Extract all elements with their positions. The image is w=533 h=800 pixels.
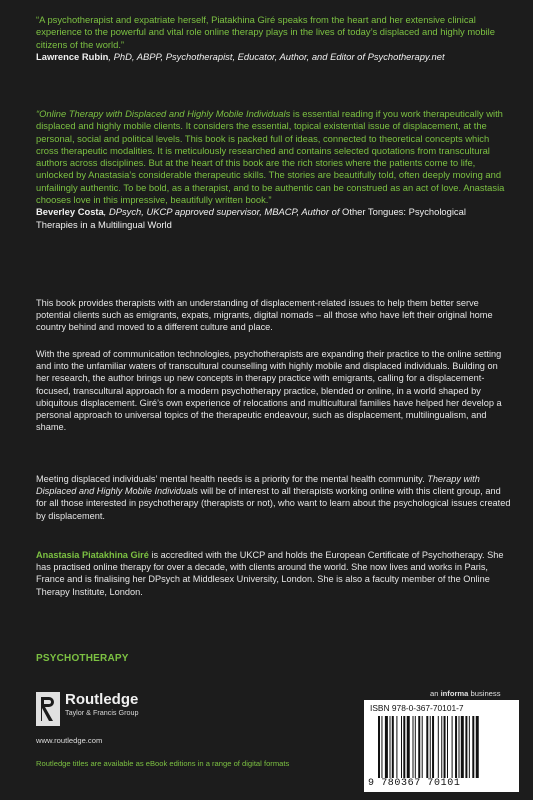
testimonial-text xyxy=(36,108,506,206)
bio-paragraph xyxy=(36,549,511,598)
testimonial-text: “A psychotherapist and expatriate herself, Piatakhina Giré speaks from the heart and her extensive clinical experience to the powerful and vital role online therapy plays in the lives of today’s displaced and highly mobile citizens of the world.” xyxy=(36,14,495,50)
publisher-sub: Taylor & Francis Group xyxy=(65,708,139,717)
author-name: Anastasia Piatakhina Giré xyxy=(36,550,149,560)
description-paragraph: This book provides therapists with an understanding of displacement-related issues to help them better serve potential clients such as emigrants, expats, migrants, digital nomads – all those who have left their original home country behind and moved to a different culture and place. xyxy=(36,298,493,333)
routledge-logo xyxy=(36,692,139,726)
publisher-name: Routledge xyxy=(65,691,139,708)
book-title-italic: “Online Therapy with Displaced and Highly Mobile Individuals xyxy=(36,108,291,119)
description-p2 xyxy=(36,348,511,433)
author-bio xyxy=(36,549,511,598)
publisher-url: www.routledge.com xyxy=(36,736,103,745)
informa-business-tag xyxy=(430,689,501,698)
barcode-bars-icon xyxy=(378,716,510,778)
barcode-digits: 9 780367 70101 xyxy=(368,778,461,789)
p3-end: will be of interest to all therapists working online with this client group, and for all those interested in psychotherapy (therapists or not), who want to learn about the psychological issues created by displacement. xyxy=(36,486,511,521)
isbn-text: ISBN 978-0-367-70101-7 xyxy=(370,703,464,713)
testimonial-attribution xyxy=(36,206,506,231)
category-label: PSYCHOTHERAPY xyxy=(36,653,129,664)
testimonial-costa xyxy=(36,108,506,231)
ebook-note: Routledge titles are available as eBook editions in a range of digital formats xyxy=(36,759,290,768)
p3-book-title: Therapy with Displaced and Highly Mobile Individuals xyxy=(36,474,480,497)
description-paragraph: With the spread of communication technologies, psychotherapists are expanding their practice to the online setting and into the unfamiliar waters of transcultural counselling with highly mobile and displaced individuals. Building on her research, the author brings up new concepts in therapy practice with emigrants, calling for a displacement-focused, transcultural approach for a modern psychotherapy practice, blended or online, in a world shaped by ubiquitous displacement. Giré’s own experience of relocations and multicultural families have helped her develop a personal approach to universal topics of the therapeutic endeavour, such as displacement, multilingualism, and shame. xyxy=(36,349,502,433)
routledge-r-icon xyxy=(36,692,60,726)
attribution-name: Lawrence Rubin xyxy=(36,50,109,62)
informa-brand: informa xyxy=(440,689,469,698)
description-paragraph xyxy=(36,473,511,522)
testimonial-attribution xyxy=(36,51,506,63)
testimonial-rubin xyxy=(36,14,506,63)
attribution-credentials: , DPsych, UKCP approved supervisor, MBACP, Author of xyxy=(103,206,343,218)
p3-start: Meeting displaced individuals’ mental health needs is a priority for the mental health community. xyxy=(36,474,425,484)
informa-prefix: an xyxy=(430,689,441,698)
attribution-book: Other Tongues: xyxy=(342,206,406,218)
description-p3 xyxy=(36,473,511,522)
testimonial-body: is essential reading if you work therapeutically with displaced and highly mobile clients. It considers the essential, topical existential issue of displacement, at the personal, social and political levels. This book is packed full of ideas, connected to theoretical concepts which cross therapeutic modalities. It is meticulously researched and contains selected quotations from transcultural authors across disciplines. But at the heart of this book are the rich stories where the patients come to life, unlocked by Anastasia’s considerable therapeutic skills. The stories are beautifully told, often deeply moving and unfailingly authentic. To be bold, as a therapist, and to be authentic can be construed as an act of love. Anastasia chooses love in this impressive, beautifully written book.” xyxy=(36,108,505,206)
isbn-barcode xyxy=(364,700,519,792)
description-p1 xyxy=(36,297,511,334)
attribution-credentials: , PhD, ABPP, Psychotherapist, Educator, Author, and Editor of Psychotherapy.net xyxy=(108,50,445,62)
logo-text xyxy=(65,692,139,717)
attribution-book-rest: Psychological Therapies in a Multilingual World xyxy=(36,206,466,230)
informa-suffix: business xyxy=(468,689,501,698)
attribution-name: Beverley Costa xyxy=(36,206,104,218)
bio-text: is accredited with the UKCP and holds the European Certificate of Psychotherapy. She has practised online therapy for over a decade, with clients around the world. She now lives and works in Paris, France and is finalising her DPsych at Middlesex University, London. She is also a faculty member of the Online Therapy Institute, London. xyxy=(36,550,504,597)
